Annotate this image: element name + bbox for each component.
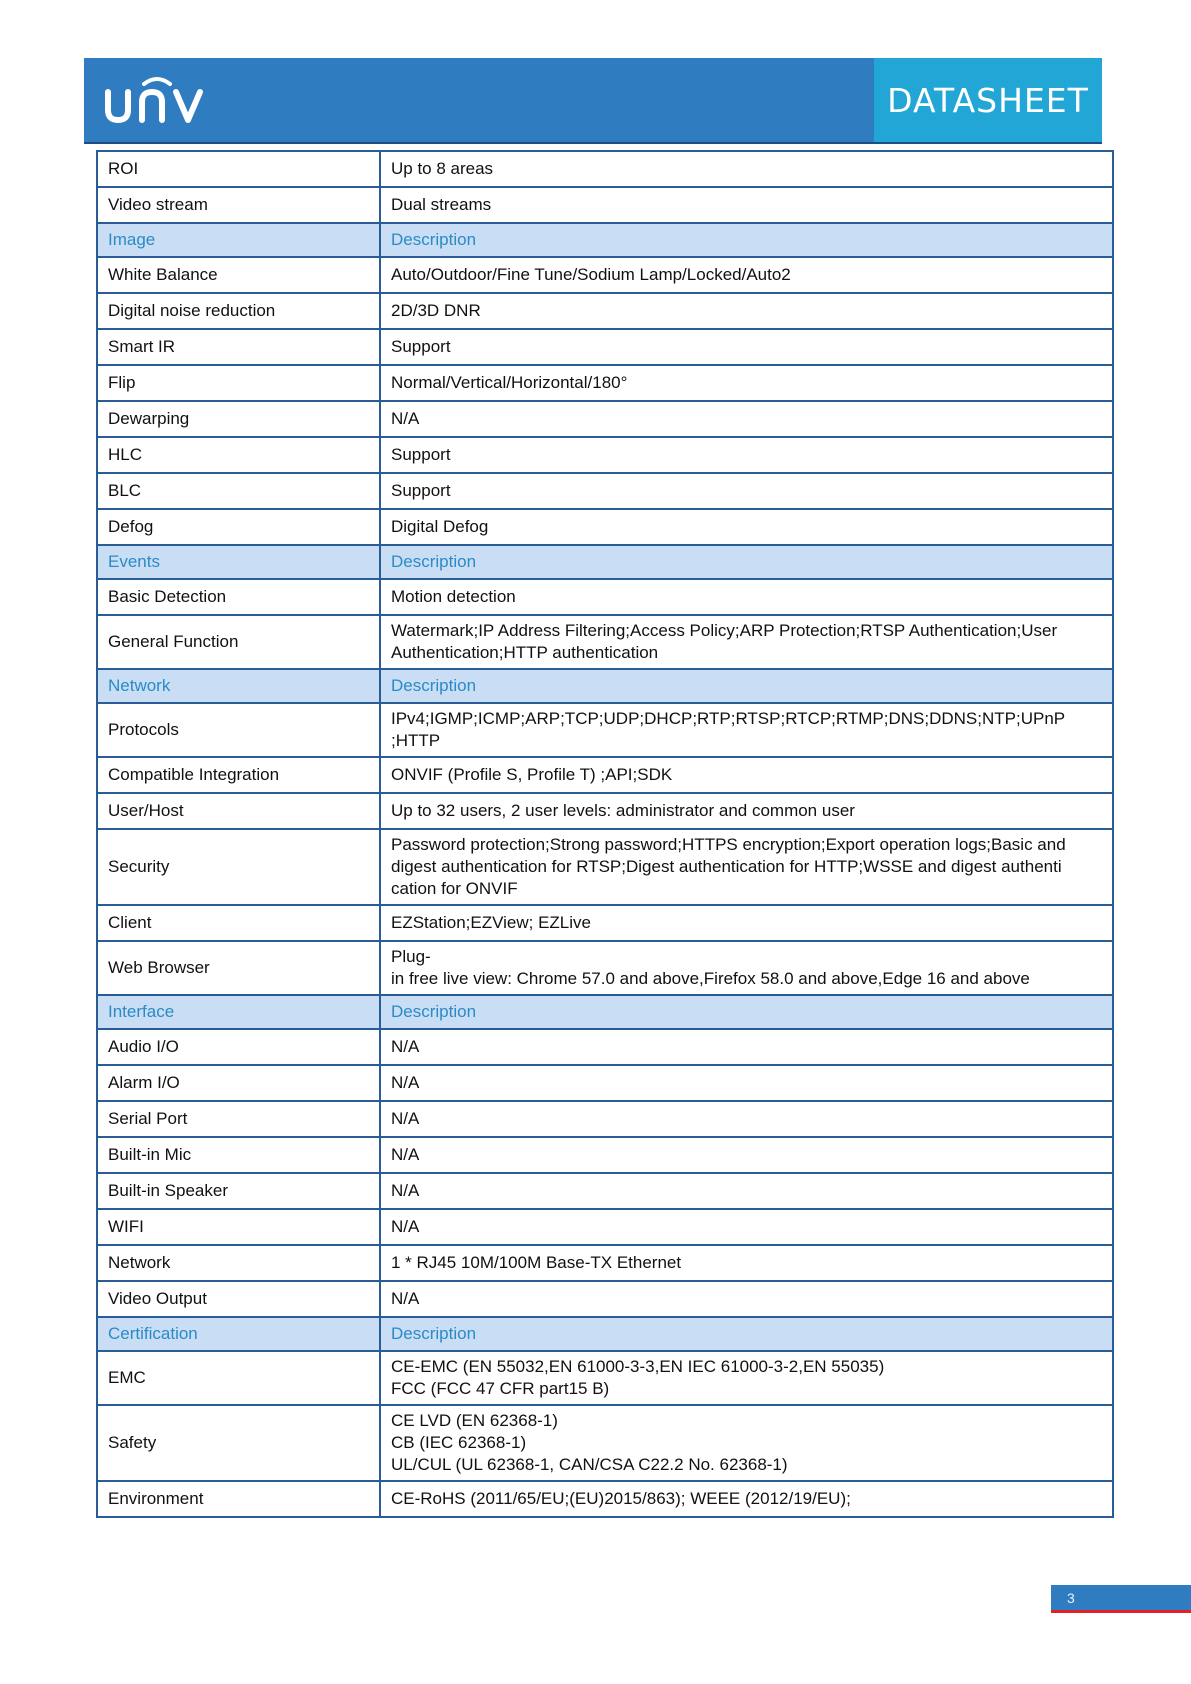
- spec-name: Video Output: [97, 1281, 380, 1317]
- spec-name: Compatible Integration: [97, 757, 380, 793]
- spec-name: Video stream: [97, 187, 380, 223]
- spec-value: Up to 32 users, 2 user levels: administrator and common user: [380, 793, 1113, 829]
- spec-name: Smart IR: [97, 329, 380, 365]
- table-row: [97, 401, 1113, 437]
- spec-value: 2D/3D DNR: [380, 293, 1113, 329]
- table-row: [97, 757, 1113, 793]
- table-row: [97, 1137, 1113, 1173]
- page-number: 3: [1051, 1585, 1191, 1613]
- section-title: Network: [97, 669, 380, 703]
- spec-value: N/A: [380, 1173, 1113, 1209]
- table-row: [97, 1481, 1113, 1517]
- spec-value: Up to 8 areas: [380, 151, 1113, 187]
- spec-name: White Balance: [97, 257, 380, 293]
- spec-name: Serial Port: [97, 1101, 380, 1137]
- spec-value: Support: [380, 473, 1113, 509]
- spec-value: N/A: [380, 1137, 1113, 1173]
- spec-value: Auto/Outdoor/Fine Tune/Sodium Lamp/Locked/Auto2: [380, 257, 1113, 293]
- section-description-label: Description: [380, 223, 1113, 257]
- spec-value: IPv4;IGMP;ICMP;ARP;TCP;UDP;DHCP;RTP;RTSP;RTCP;RTMP;DNS;DDNS;NTP;UPnP ;HTTP: [380, 703, 1113, 757]
- table-row: [97, 151, 1113, 187]
- table-row: [97, 905, 1113, 941]
- spec-name: Flip: [97, 365, 380, 401]
- spec-value: Watermark;IP Address Filtering;Access Policy;ARP Protection;RTSP Authentication;User Authentication;HTTP authentication: [380, 615, 1113, 669]
- section-description-label: Description: [380, 995, 1113, 1029]
- table-row: [97, 579, 1113, 615]
- spec-name: Environment: [97, 1481, 380, 1517]
- section-title: Interface: [97, 995, 380, 1029]
- spec-name: Alarm I/O: [97, 1065, 380, 1101]
- table-row: [97, 473, 1113, 509]
- table-row: [97, 1173, 1113, 1209]
- section-description-label: Description: [380, 545, 1113, 579]
- table-row: [97, 437, 1113, 473]
- spec-value: Password protection;Strong password;HTTPS encryption;Export operation logs;Basic and digest authentication for RTSP;Digest authentication for HTTP;WSSE and digest authenti cation for ONVIF: [380, 829, 1113, 905]
- spec-name: Audio I/O: [97, 1029, 380, 1065]
- spec-name: Built-in Speaker: [97, 1173, 380, 1209]
- section-header-row: [97, 223, 1113, 257]
- spec-name: Built-in Mic: [97, 1137, 380, 1173]
- section-title: Image: [97, 223, 380, 257]
- section-title: Events: [97, 545, 380, 579]
- table-row: [97, 1065, 1113, 1101]
- spec-value: N/A: [380, 1029, 1113, 1065]
- spec-value: N/A: [380, 1281, 1113, 1317]
- spec-value: N/A: [380, 1065, 1113, 1101]
- table-row: [97, 703, 1113, 757]
- spec-name: General Function: [97, 615, 380, 669]
- table-row: [97, 329, 1113, 365]
- section-description-label: Description: [380, 1317, 1113, 1351]
- spec-value: ONVIF (Profile S, Profile T) ;API;SDK: [380, 757, 1113, 793]
- spec-name: WIFI: [97, 1209, 380, 1245]
- spec-table: [96, 150, 1114, 1518]
- spec-value: CE-EMC (EN 55032,EN 61000-3-3,EN IEC 61000-3-2,EN 55035) FCC (FCC 47 CFR part15 B): [380, 1351, 1113, 1405]
- table-row: [97, 509, 1113, 545]
- spec-value: N/A: [380, 401, 1113, 437]
- table-row: [97, 187, 1113, 223]
- table-row: [97, 1351, 1113, 1405]
- table-row: [97, 293, 1113, 329]
- document-title: DATASHEET: [887, 80, 1089, 120]
- table-row: [97, 829, 1113, 905]
- spec-name: Protocols: [97, 703, 380, 757]
- spec-value: Digital Defog: [380, 509, 1113, 545]
- spec-name: Security: [97, 829, 380, 905]
- spec-name: Safety: [97, 1405, 380, 1481]
- spec-table-body: [97, 151, 1113, 1517]
- spec-value: Support: [380, 437, 1113, 473]
- table-row: [97, 1245, 1113, 1281]
- spec-value: Dual streams: [380, 187, 1113, 223]
- section-description-label: Description: [380, 669, 1113, 703]
- table-row: [97, 615, 1113, 669]
- section-header-row: [97, 545, 1113, 579]
- table-row: [97, 1281, 1113, 1317]
- unv-logo: [102, 72, 212, 126]
- spec-name: Defog: [97, 509, 380, 545]
- table-row: [97, 941, 1113, 995]
- section-title: Certification: [97, 1317, 380, 1351]
- spec-value: N/A: [380, 1209, 1113, 1245]
- spec-value: 1 * RJ45 10M/100M Base-TX Ethernet: [380, 1245, 1113, 1281]
- spec-name: Web Browser: [97, 941, 380, 995]
- spec-name: Dewarping: [97, 401, 380, 437]
- spec-value: Plug- in free live view: Chrome 57.0 and above,Firefox 58.0 and above,Edge 16 and above: [380, 941, 1113, 995]
- spec-name: HLC: [97, 437, 380, 473]
- spec-value: Normal/Vertical/Horizontal/180°: [380, 365, 1113, 401]
- spec-name: Client: [97, 905, 380, 941]
- header-banner: [84, 58, 1102, 144]
- section-header-row: [97, 1317, 1113, 1351]
- section-header-row: [97, 669, 1113, 703]
- table-row: [97, 793, 1113, 829]
- spec-name: BLC: [97, 473, 380, 509]
- spec-name: ROI: [97, 151, 380, 187]
- spec-name: Network: [97, 1245, 380, 1281]
- table-row: [97, 1405, 1113, 1481]
- spec-name: EMC: [97, 1351, 380, 1405]
- spec-name: Basic Detection: [97, 579, 380, 615]
- spec-value: EZStation;EZView; EZLive: [380, 905, 1113, 941]
- table-row: [97, 365, 1113, 401]
- section-header-row: [97, 995, 1113, 1029]
- table-row: [97, 1029, 1113, 1065]
- table-row: [97, 257, 1113, 293]
- spec-name: Digital noise reduction: [97, 293, 380, 329]
- spec-value: N/A: [380, 1101, 1113, 1137]
- spec-value: CE-RoHS (2011/65/EU;(EU)2015/863); WEEE (2012/19/EU);: [380, 1481, 1113, 1517]
- spec-value: Support: [380, 329, 1113, 365]
- table-row: [97, 1209, 1113, 1245]
- spec-value: CE LVD (EN 62368-1) CB (IEC 62368-1) UL/CUL (UL 62368-1, CAN/CSA C22.2 No. 62368-1): [380, 1405, 1113, 1481]
- spec-value: Motion detection: [380, 579, 1113, 615]
- spec-name: User/Host: [97, 793, 380, 829]
- table-row: [97, 1101, 1113, 1137]
- datasheet-label-box: [874, 58, 1102, 142]
